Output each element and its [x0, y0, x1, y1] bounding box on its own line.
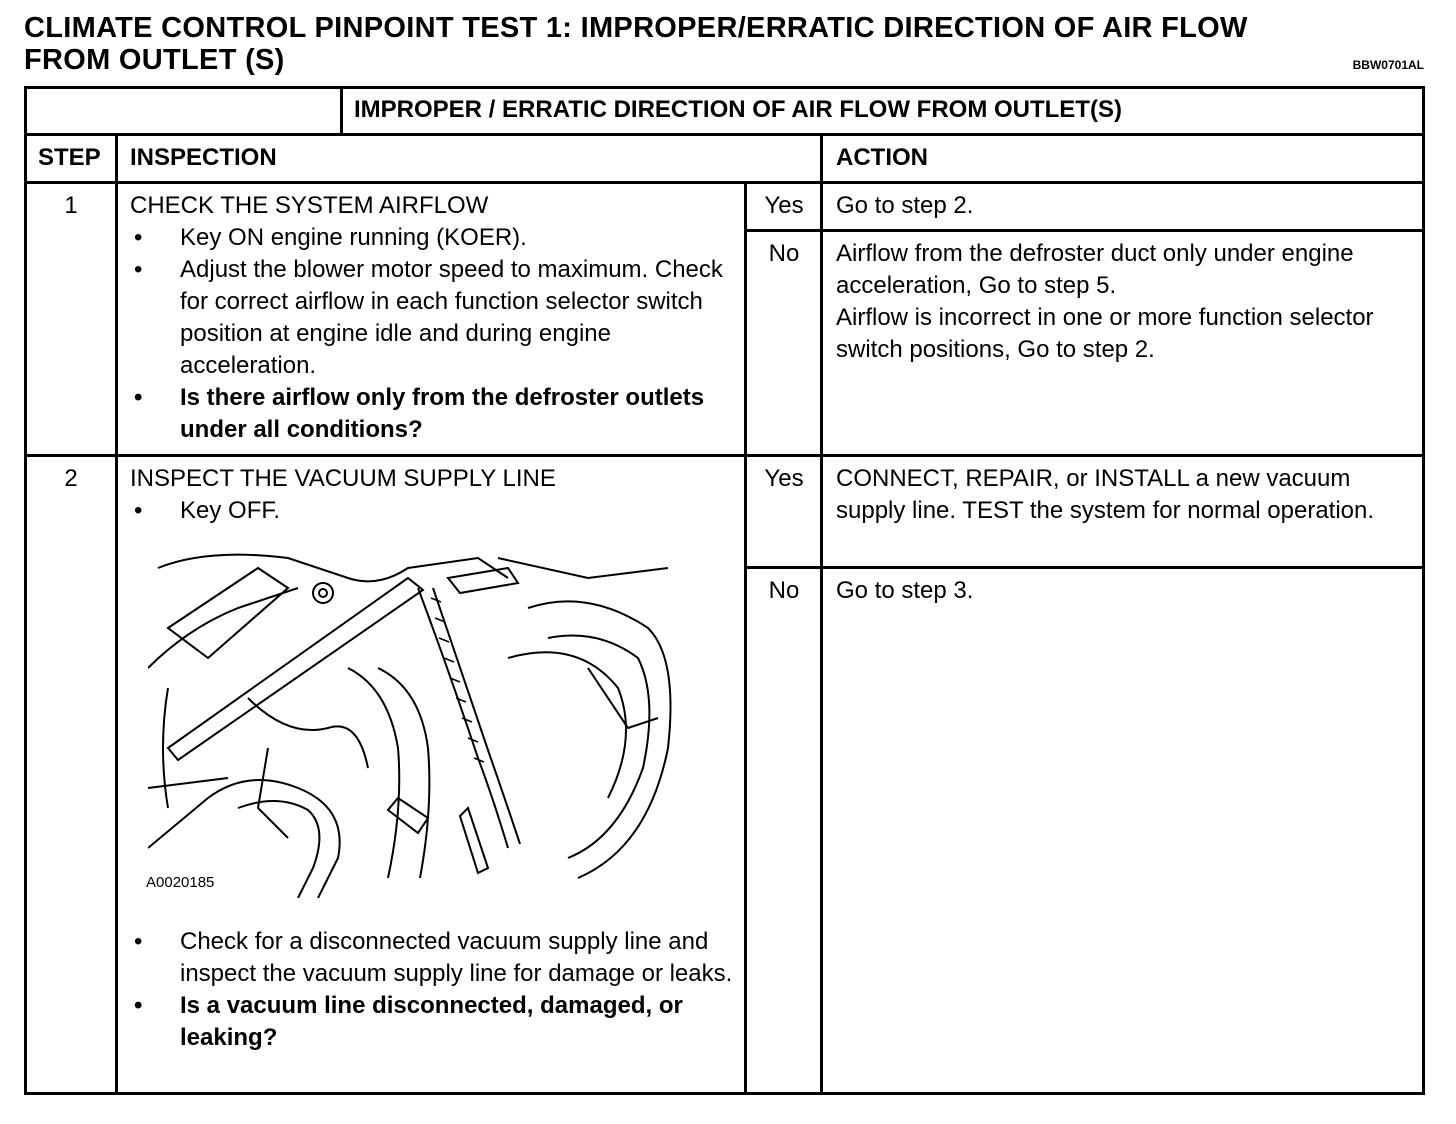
step-bullets — [130, 222, 735, 446]
step-number: 1 — [64, 192, 78, 219]
no-action: Go to step 3. — [836, 577, 974, 604]
bullet-icon: • — [134, 992, 143, 1019]
list-item: • Is a vacuum line disconnected, damaged, or leaking? — [134, 992, 683, 1051]
yes-label: Yes — [764, 192, 804, 219]
figure-label: A0020185 — [146, 874, 215, 891]
step-bullets — [130, 926, 735, 1054]
figure-code: BBW0701AL — [1352, 58, 1424, 72]
header-inspection: INSPECTION — [130, 144, 277, 171]
step-heading: INSPECT THE VACUUM SUPPLY LINE — [130, 465, 556, 492]
engine-vacuum-line-illustration — [148, 548, 678, 898]
page-title — [24, 12, 1424, 76]
header-step: STEP — [38, 144, 101, 171]
list-item: • Check for a disconnected vacuum supply line and inspect the vacuum supply line for damage or leaks. — [134, 928, 733, 987]
bullet-icon: • — [134, 384, 143, 411]
yes-action: CONNECT, REPAIR, or INSTALL a new vacuum supply line. TEST the system for normal operation. — [836, 465, 1375, 524]
list-item: • Is there airflow only from the defroster outlets under all conditions? — [134, 384, 705, 443]
bullet-icon: • — [134, 224, 143, 251]
bullet-icon: • — [134, 256, 143, 283]
step-number: 2 — [64, 465, 78, 492]
list-item: • Adjust the blower motor speed to maximum. Check for correct airflow in each function selector switch position at engine idle and during engine acceleration. — [134, 256, 723, 379]
table-banner: IMPROPER / ERRATIC DIRECTION OF AIR FLOW FROM OUTLET(S) — [354, 96, 1122, 123]
step-bullets — [130, 495, 735, 527]
step-heading: CHECK THE SYSTEM AIRFLOW — [130, 192, 489, 219]
title-line-1: CLIMATE CONTROL PINPOINT TEST 1: IMPROPER/ERRATIC DIRECTION OF AIR FLOW — [24, 12, 1248, 44]
no-action: Airflow from the defroster duct only under engine acceleration, Go to step 5. Airflow is incorrect in one or more function selector switch positions, Go to step 2. — [836, 240, 1374, 363]
list-item: • Key ON engine running (KOER). — [130, 222, 735, 254]
no-label: No — [768, 240, 800, 267]
bullet-icon: • — [134, 928, 143, 955]
yes-label: Yes — [764, 465, 804, 492]
yes-action: Go to step 2. — [836, 192, 974, 219]
bullet-icon: • — [134, 497, 143, 524]
header-action: ACTION — [836, 144, 928, 171]
no-label: No — [768, 577, 800, 604]
list-item: • Key OFF. — [130, 495, 735, 527]
title-line-2: FROM OUTLET (S) — [24, 44, 285, 76]
